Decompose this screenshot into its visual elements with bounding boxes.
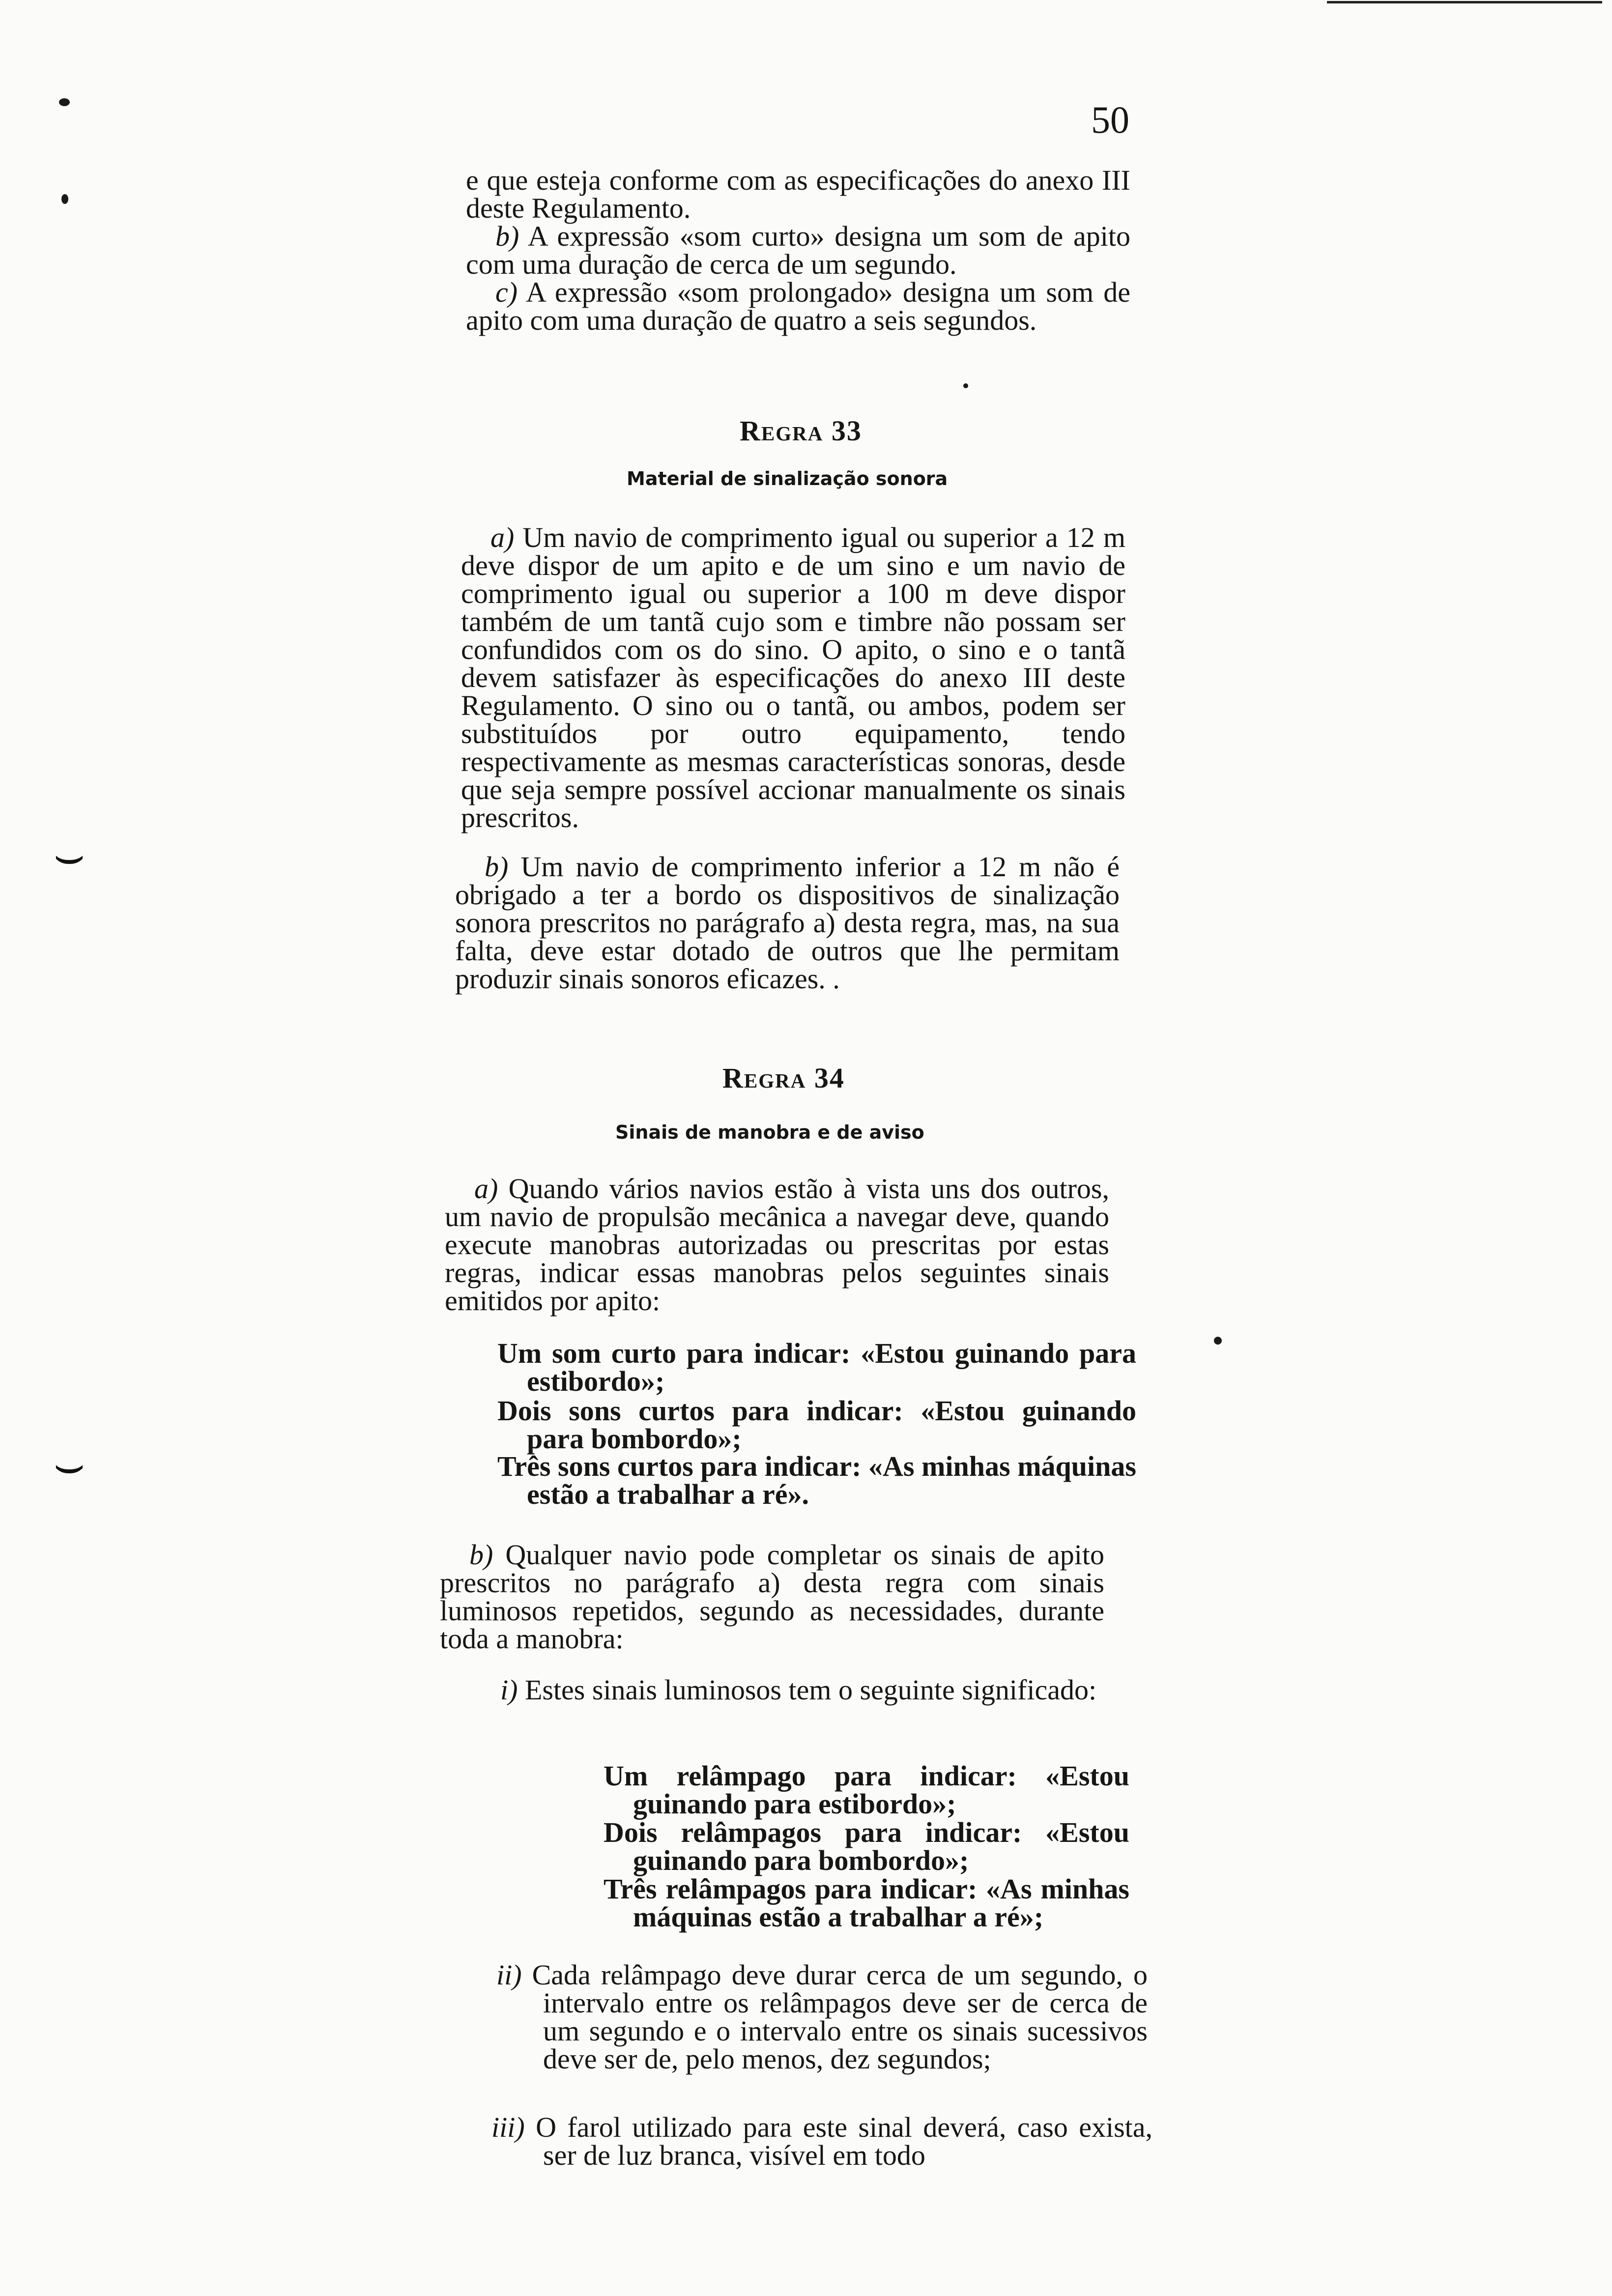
item-i: i) Estes sinais luminosos tem o seguinte significado: bbox=[500, 1674, 1097, 1706]
light-signal-1: Um relâmpago para indicar: «Estou guinando para estibordo»; bbox=[604, 1760, 1129, 1820]
intro-paragraph: e que esteja conforme com as especificações do anexo III deste Regulamento. bbox=[466, 164, 1130, 224]
item-iii: iii) O farol utilizado para este sinal deverá, caso exista, ser de luz branca, visível em todo bbox=[491, 2111, 1153, 2171]
speck bbox=[1214, 1337, 1222, 1345]
item-ii: ii) Cada relâmpago deve durar cerca de um segundo, o intervalo entre os relâmpagos deve ser de cerca de um segundo e o intervalo entre os sinais sucessivos deve ser de, pelo menos, dez segundos; bbox=[496, 1959, 1148, 2075]
speck bbox=[59, 98, 70, 106]
whistle-signal-1: Um som curto para indicar: «Estou guinando para estibordo»; bbox=[497, 1337, 1136, 1397]
light-signal-2: Dois relâmpagos para indicar: «Estou guinando para bombordo»; bbox=[604, 1816, 1129, 1876]
definition-c: c) A expressão «som prolongado» designa um som de apito com uma duração de quatro a seis segundos. bbox=[466, 276, 1130, 336]
rule-34-title: Regra 34 bbox=[722, 1062, 845, 1094]
rule-34-paragraph-a: a) Quando vários navios estão à vista uns dos outros, um navio de propulsão mecânica a navegar deve, quando execute manobras autorizadas ou prescritas por estas regras, indicar essas manobras pelos seguintes sinais emitidos por apito: bbox=[445, 1173, 1110, 1317]
definition-b: b) A expressão «som curto» designa um som de apito com uma duração de cerca de um segundo. bbox=[466, 220, 1130, 280]
rule-33-paragraph-b: b) Um navio de comprimento inferior a 12 m não é obrigado a ter a bordo os dispositivos de sinalização sonora prescritos no parágrafo a) desta regra, mas, na sua falta, deve estar dotado de outros que lhe permitam produzir sinais sonoros eficazes. . bbox=[455, 851, 1120, 995]
page-number: 50 bbox=[1091, 98, 1129, 141]
rule-33-paragraph-a: a) Um navio de comprimento igual ou superior a 12 m deve dispor de um apito e de um sino e um navio de comprimento igual ou superior a 100 m deve dispor também de um tantã cujo som e timbre não possam ser confundidos com os do sino. O apito, o sino e o tantã devem satisfazer às especificações do anexo III deste Regulamento. O sino ou o tantã, ou ambos, podem ser substituídos por outro equipamento, tendo respectivamente as mesmas características sonoras, desde que seja sempre possível accionar manualmente os sinais prescritos. bbox=[461, 521, 1125, 833]
rule-33-title: Regra 33 bbox=[740, 415, 862, 447]
speck bbox=[61, 194, 68, 204]
whistle-signal-2: Dois sons curtos para indicar: «Estou guinando para bombordo»; bbox=[497, 1395, 1136, 1455]
margin-tick-icon: ⌣ bbox=[53, 826, 86, 884]
rule-34-subtitle: Sinais de manobra e de aviso bbox=[615, 1121, 924, 1143]
speck bbox=[963, 383, 968, 388]
scan-edge-line bbox=[1327, 1, 1602, 3]
light-signal-3: Três relâmpagos para indicar: «As minhas máquinas estão a trabalhar a ré»; bbox=[604, 1873, 1129, 1933]
rule-33-subtitle: Material de sinalização sonora bbox=[627, 468, 948, 489]
margin-tick-icon: ⌣ bbox=[53, 1435, 86, 1493]
rule-34-paragraph-b: b) Qualquer navio pode completar os sinais de apito prescritos no parágrafo a) desta regra com sinais luminosos repetidos, segundo as necessidades, durante toda a manobra: bbox=[440, 1539, 1104, 1655]
whistle-signal-3: Três sons curtos para indicar: «As minhas máquinas estão a trabalhar a ré». bbox=[497, 1450, 1136, 1510]
